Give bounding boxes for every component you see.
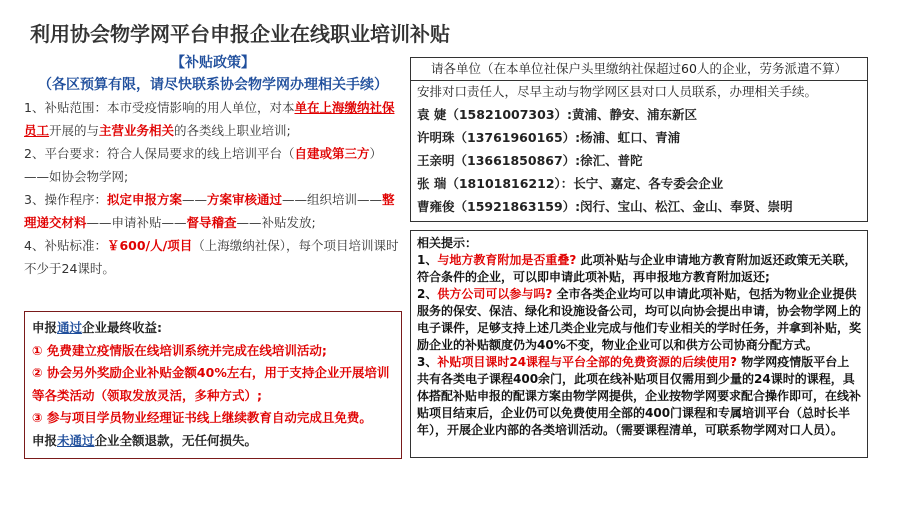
gains-title: 申报通过企业最终收益: xyxy=(32,320,163,335)
tips-title: 相关提示： xyxy=(417,236,478,250)
policy-subheading: （各区预算有限，请尽快联系协会物学网办理相关手续） xyxy=(38,77,388,93)
tips-box xyxy=(410,230,868,458)
contact-row: 曹雍俊（15921863159）:闵行、宝山、松江、金山、奉贤、崇明 xyxy=(417,199,793,214)
policy-item-procedure: 3、操作程序：拟定申报方案——方案审核通过——组织培训——整理递交材料——申请补贴——督导稽查——补贴发放; xyxy=(24,192,395,230)
policy-item-scope: 1、补贴范围：本市受疫情影响的用人单位，对本单在上海缴纳社保员工开展的与主营业务相关的各类线上职业培训; xyxy=(24,100,395,138)
page-title: 利用协会物学网平台申报企业在线职业培训补贴 xyxy=(30,22,450,46)
policy-item-standard: 4、补贴标准：￥600/人/项目（上海缴纳社保），每个项目培训课时不少于24课时。 xyxy=(24,238,399,276)
policy-item-platform: 2、平台要求：符合人保局要求的线上培训平台（自建或第三方）——如协会物学网; xyxy=(24,146,382,184)
contact-row: 张 瑞（18101816212）：长宁、嘉定、各专委会企业 xyxy=(417,176,724,191)
policy-section xyxy=(24,52,402,280)
contacts-box xyxy=(410,57,868,222)
gains-item-2: ② 协会另外奖励企业补贴金额40%左右，用于支持企业开展培训等各类活动（领取发放灵活，多种方式）; xyxy=(32,365,390,403)
contacts-intro: 安排对口责任人，尽早主动与物学网区县对口人员联系，办理相关手续。 xyxy=(417,84,818,99)
tip-3: 3、补贴项目课时24课程与平台全部的免费资源的后续使用? 物学网疫情版平台上共有各类电子课程400余门，此项在线补贴项目仅需用到少量的24课时的课程，具体搭配补贴申报的配课方案由物学网提供，企业按物学网要求配合操作即可，在线补贴项目结束后，企业仍可以免费使用全部的400门课程和专属培训平台（总时长半年），开展企业内部的各类培训活动。（需要课程清单，可联系物学网对口人员）。 xyxy=(417,355,862,437)
tip-1: 1、与地方教育附加是否重叠? 此项补贴与企业申请地方教育附加返还政策无关联，符合条件的企业，可以即申请此项补贴，再申报地方教育附加返还; xyxy=(417,253,857,284)
contact-row: 许明珠（13761960165）:杨浦、虹口、青浦 xyxy=(417,130,681,145)
tip-2: 2、供方公司可以参与吗? 全市各类企业均可以申请此项补贴，包括为物业企业提供服务的保安、保洁、绿化和设施设备公司，均可以向协会提出申请，协会物学网上的电子课件，足够支持上述几类企业完成与他们专业相关的学时任务，并拿到补贴，奖励企业的补贴额度仍为40%不变，物业企业可以和供方公司协商分配方式。 xyxy=(417,287,862,352)
contact-row: 王亲明（13661850867）:徐汇、普陀 xyxy=(417,153,643,168)
gains-item-1: ① 免费建立疫情版在线培训系统并完成在线培训活动; xyxy=(32,342,327,358)
contact-row: 袁 婕（15821007303）:黄浦、静安、浦东新区 xyxy=(417,107,698,122)
contacts-header: 请各单位（在本单位社保户头里缴纳社保超过60人的企业，劳务派遣不算） xyxy=(411,58,867,81)
gains-box xyxy=(24,311,402,459)
gains-item-3: ③ 参与项目学员物业经理证书线上继续教育自动完成且免费。 xyxy=(32,410,372,425)
policy-heading: 【补贴政策】 xyxy=(171,55,255,71)
gains-refund: 申报未通过企业全额退款，无任何损失。 xyxy=(32,432,258,448)
